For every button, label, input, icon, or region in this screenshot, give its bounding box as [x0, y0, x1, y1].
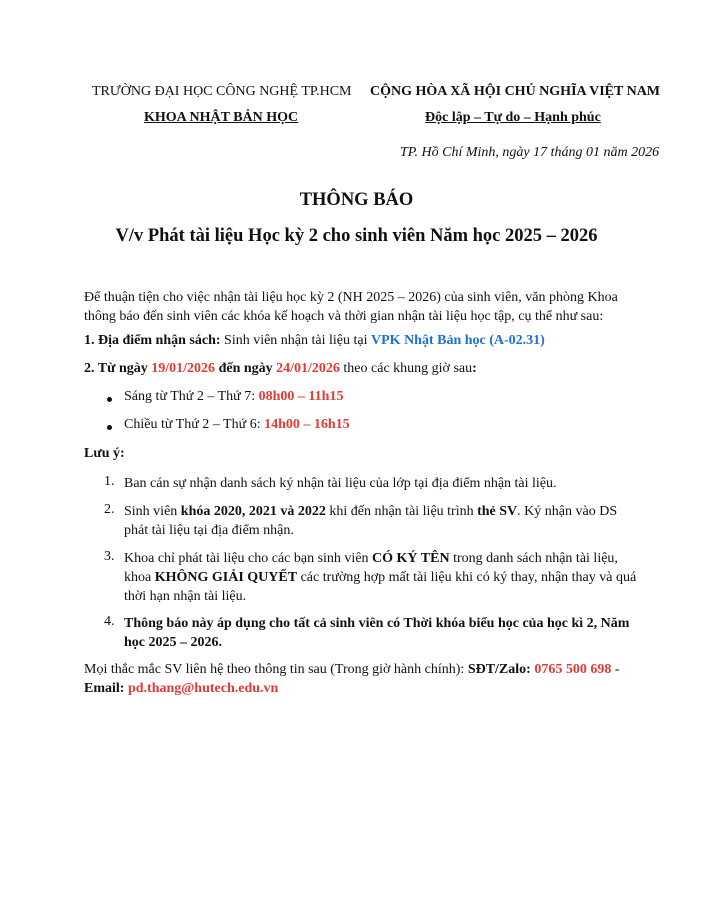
school-name: TRƯỜNG ĐẠI HỌC CÔNG NGHỆ TP.HCM: [92, 84, 352, 99]
slot-time: 14h00 – 16h15: [264, 417, 350, 432]
bullet-icon: [107, 425, 112, 430]
phone-label: SĐT/Zalo:: [467, 662, 535, 677]
document-title: THÔNG BÁO: [299, 190, 414, 210]
signed-emphasis: CÓ KÝ TÊN: [372, 551, 450, 566]
not-resolved-emphasis: KHÔNG GIẢI QUYẾT: [154, 570, 298, 585]
document-subtitle: V/v Phát tài liệu Học kỳ 2 cho sinh viên Năm học 2025 – 2026: [115, 226, 598, 246]
note-item-4: Thông báo này áp dụng cho tất cả sinh viên có Thời khóa biểu học của học kì 2, Năm học 2025 – 2026.: [124, 616, 630, 650]
national-slogan: Độc lập – Tự do – Hạnh phúc: [425, 110, 601, 125]
date-to: 24/01/2026: [276, 361, 340, 376]
contact-paragraph: Mọi thắc mắc SV liên hệ theo thông tin sau (Trong giờ hành chính): SĐT/Zalo: 0765 500 698 - Email: pd.thang@hutech.edu.vn: [84, 662, 620, 696]
contact-text: Mọi thắc mắc SV liên hệ theo thông tin sau (Trong giờ hành chính):: [84, 662, 468, 677]
email-link[interactable]: pd.thang@hutech.edu.vn: [127, 681, 279, 696]
dates-to-label: đến ngày: [215, 361, 277, 376]
date-line: TP. Hồ Chí Minh, ngày 17 tháng 01 năm 2026: [400, 145, 660, 160]
slot-label: Chiều từ Thứ 2 – Thứ 6:: [124, 417, 265, 432]
location-place: VPK Nhật Bản học (A-02.31): [371, 333, 545, 348]
intro-paragraph: [84, 288, 644, 326]
student-cohorts: khóa 2020, 2021 và 2022: [180, 504, 326, 519]
note-item-2: Sinh viên khóa 2020, 2021 và 2022 khi đến nhận tài liệu trình thẻ SV. Ký nhận vào DS phát tài liệu tại địa điểm nhận.: [124, 504, 618, 538]
dates-text: theo các khung giờ sau: [339, 361, 473, 376]
dates-colon: :: [472, 361, 477, 376]
note-number: 2.: [104, 502, 115, 517]
note-number: 3.: [104, 549, 115, 564]
student-card: thẻ SV: [477, 504, 518, 519]
location-text: Sinh viên nhận tài liệu tại: [220, 333, 372, 348]
note-number: 1.: [104, 474, 115, 489]
intro-line-2: thông báo đến sinh viên các khóa kế hoạch và thời gian nhận tài liệu học tập, cụ thể như sau:: [84, 309, 604, 324]
phone-number[interactable]: 0765 500 698: [534, 662, 612, 677]
note-item-3: Khoa chỉ phát tài liệu cho các bạn sinh viên CÓ KÝ TÊN trong danh sách nhận tài liệu, khoa KHÔNG GIẢI QUYẾT các trường hợp mất tài liệu khi có ký thay, nhận thay và quá thời hạn nhận tài liệu.: [124, 551, 637, 604]
dates-from-label: 2. Từ ngày: [84, 361, 152, 376]
note-item-1: Ban cán sự nhận danh sách ký nhận tài liệu của lớp tại địa điểm nhận tài liệu.: [124, 476, 557, 491]
slot-time: 08h00 – 11h15: [258, 389, 344, 404]
slot-morning: [124, 389, 343, 405]
faculty-name: KHOA NHẬT BẢN HỌC: [144, 110, 299, 125]
slot-label: Sáng từ Thứ 2 – Thứ 7:: [124, 389, 259, 404]
location-line: [84, 333, 545, 349]
location-label: 1. Địa điểm nhận sách:: [84, 333, 221, 348]
notes-heading: Lưu ý:: [84, 446, 125, 461]
dates-line: [84, 361, 477, 377]
email-label: Email:: [84, 681, 128, 696]
national-motto: CỘNG HÒA XÃ HỘI CHỦ NGHĨA VIỆT NAM: [370, 84, 661, 99]
bullet-icon: [107, 397, 112, 402]
date-from: 19/01/2026: [151, 361, 216, 376]
intro-line-1: Để thuận tiện cho việc nhận tài liệu học kỳ 2 (NH 2025 – 2026) của sinh viên, văn phòng Khoa: [84, 290, 618, 305]
slot-afternoon: [124, 417, 350, 433]
note-number: 4.: [104, 614, 115, 629]
